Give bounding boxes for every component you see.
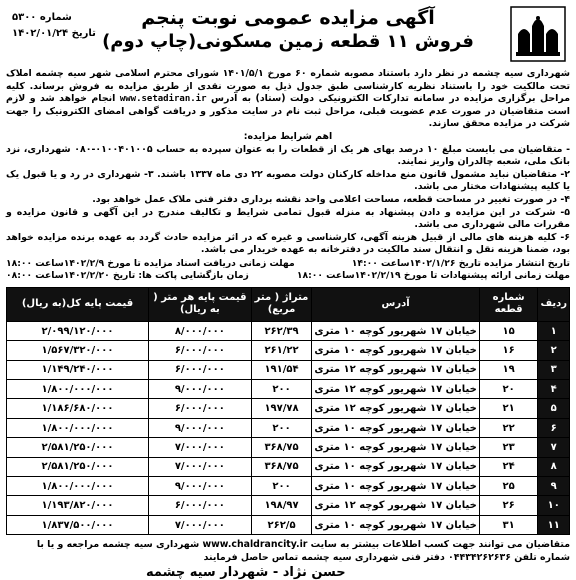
lot-area: ۱۹۸/۹۷ bbox=[251, 496, 312, 515]
row-number: ۷ bbox=[538, 438, 570, 457]
notice-title: آگهی مزایده عمومی نوبت پنجم bbox=[141, 7, 435, 29]
table-row bbox=[7, 457, 570, 476]
offer-deadline: مهلت زمانی ارائه پیشنهادات تا مورخ ۱۴۰۲/۲/۱۹ساعت ۱۸:۰۰ bbox=[296, 270, 570, 282]
table-row bbox=[7, 477, 570, 496]
table-row bbox=[7, 360, 570, 379]
base-price: ۷/۰۰۰/۰۰۰ bbox=[149, 457, 252, 476]
lot-address: خیابان ۱۷ شهریور کوچه ۱۰ متری bbox=[312, 477, 479, 496]
base-price: ۶/۰۰۰/۰۰۰ bbox=[149, 341, 252, 360]
total-price: ۱/۱۸۶/۶۸۰/۰۰۰ bbox=[7, 399, 149, 418]
base-price: ۹/۰۰۰/۰۰۰ bbox=[149, 477, 252, 496]
total-price: ۲/۰۹۹/۱۲۰/۰۰۰ bbox=[7, 321, 149, 340]
lot-area: ۱۹۱/۵۴ bbox=[251, 360, 312, 379]
base-price: ۹/۰۰۰/۰۰۰ bbox=[149, 380, 252, 399]
intro-text-2: انجام خواهد شد و لازم است متقاضیان در صورت عدم عضویت قبلی، مراحل ثبت نام در سایت مذکور و دریافت گواهی امضای الکترونیک را جهت شرکت در مزایده محقق سازند. bbox=[6, 93, 570, 130]
base-price: ۶/۰۰۰/۰۰۰ bbox=[149, 399, 252, 418]
header-lot-number: شماره قطعه bbox=[479, 287, 538, 321]
lot-area: ۳۶۸/۷۵ bbox=[251, 438, 312, 457]
lot-area: ۲۰۰ bbox=[251, 477, 312, 496]
lot-area: ۲۶۲/۳۹ bbox=[251, 321, 312, 340]
table-header-row bbox=[7, 287, 570, 321]
table-row bbox=[7, 438, 570, 457]
lot-number: ۲۲ bbox=[479, 418, 538, 437]
total-price: ۲/۵۸۱/۲۵۰/۰۰۰ bbox=[7, 438, 149, 457]
condition-item: ۴- در صورت تغییر در مساحت قطعه، مساحت اعلامی واحد نقشه برداری دفتر فنی ملاک عمل خواهد بود. bbox=[92, 193, 570, 205]
lot-address: خیابان ۱۷ شهریور کوچه ۱۰ متری bbox=[312, 341, 479, 360]
lot-address: خیابان ۱۷ شهریور کوچه ۱۲ متری bbox=[312, 360, 479, 379]
total-price: ۲/۵۸۱/۲۵۰/۰۰۰ bbox=[7, 457, 149, 476]
total-price: ۱/۱۹۳/۸۲۰/۰۰۰ bbox=[7, 496, 149, 515]
lot-area: ۲۰۰ bbox=[251, 380, 312, 399]
table-row bbox=[7, 418, 570, 437]
lot-number: ۲۵ bbox=[479, 477, 538, 496]
lot-address: خیابان ۱۷ شهریور کوچه ۱۰ متری bbox=[312, 515, 479, 534]
header-address: آدرس bbox=[312, 287, 479, 321]
publish-date: تاریخ انتشار مزایده تاریخ ۱۴۰۲/۱/۲۶ساعت ۱۴:۰۰ bbox=[351, 257, 570, 269]
base-price: ۶/۰۰۰/۰۰۰ bbox=[149, 496, 252, 515]
row-number: ۱۱ bbox=[538, 515, 570, 534]
row-number: ۶ bbox=[538, 418, 570, 437]
header-base-price: قیمت پایه هر متر ( به ریال) bbox=[149, 287, 252, 321]
lot-address: خیابان ۱۷ شهریور کوچه ۱۰ متری bbox=[312, 457, 479, 476]
total-price: ۱/۸۰۰/۰۰۰/۰۰۰ bbox=[7, 418, 149, 437]
row-number: ۳ bbox=[538, 360, 570, 379]
doc-deadline: مهلت زمانی دریافت اسناد مزایده تا مورخ ۱۴۰۲/۲/۹ساعت ۱۸:۰۰ bbox=[6, 257, 295, 269]
row-number: ۱۰ bbox=[538, 496, 570, 515]
schedule bbox=[6, 258, 570, 283]
notice-body bbox=[6, 68, 570, 257]
base-price: ۸/۰۰۰/۰۰۰ bbox=[149, 321, 252, 340]
lot-number: ۳۱ bbox=[479, 515, 538, 534]
lot-address: خیابان ۱۷ شهریور کوچه ۱۰ متری bbox=[312, 418, 479, 437]
notice-date: تاریخ ۱۴۰۲/۰۱/۲۴ bbox=[12, 28, 96, 39]
lot-area: ۲۶۲/۵ bbox=[251, 515, 312, 534]
notice-header bbox=[6, 4, 570, 66]
table-row bbox=[7, 496, 570, 515]
table-row bbox=[7, 341, 570, 360]
row-number: ۹ bbox=[538, 477, 570, 496]
lot-number: ۱۶ bbox=[479, 341, 538, 360]
header-area: متراژ ( متر مربع) bbox=[251, 287, 312, 321]
notice-number: شماره ۵۳۰۰ bbox=[12, 12, 72, 23]
condition-item: - متقاضیان می بایست مبلغ ۱۰ درصد بهای هر یک از قطعات را به عنوان سپرده به حساب ۰۱۰۰۴۰۱۰۰۵-۰۸۰ شهرداری، نزد بانک ملی، شعبه چالدران واریز نمایند. bbox=[6, 143, 570, 168]
signature: حسن نژاد - شهردار سیه چشمه bbox=[146, 565, 346, 580]
opening-date: زمان بازگشایی پاکت ها: تاریخ ۱۴۰۲/۲/۲۰ساعت ۰۸:۰۰ bbox=[6, 270, 249, 282]
lot-area: ۳۶۸/۷۵ bbox=[251, 457, 312, 476]
lot-number: ۲۶ bbox=[479, 496, 538, 515]
notice-subtitle: فروش ۱۱ قطعه زمین مسکونی(چاپ دوم) bbox=[102, 31, 474, 52]
row-number: ۲ bbox=[538, 341, 570, 360]
lot-area: ۲۰۰ bbox=[251, 418, 312, 437]
intro-text: شهرداری سیه چشمه در نظر دارد باستناد مصوبه شماره ۶۰ مورخ ۱۴۰۱/۵/۱ شورای محترم اسلامی شهر سیه چشمه املاک تحت مالکیت خود را باستناد نظریه کارشناسی طبق جدول ذیل به صورت نقدی از طریق مزایده به فروش برساند. کلیه مراحل برگزاری مزایده در سامانه تدارکات الکترونیکی دولت (ستاد) به آدرس bbox=[6, 68, 570, 105]
lots-table bbox=[6, 287, 570, 535]
lot-address: خیابان ۱۷ شهریور کوچه ۱۰ متری bbox=[312, 438, 479, 457]
total-price: ۱/۱۴۹/۲۴۰/۰۰۰ bbox=[7, 360, 149, 379]
condition-item: ۲- متقاضیان نباید مشمول قانون منع مداخله کارکنان دولت مصوبه ۲۲ دی ماه ۱۳۳۷ باشند. ۳- شهرداری در رد و یا قبول یک یا کلیه پیشنهادات مختار می باشد. bbox=[6, 168, 571, 193]
total-price: ۱/۸۰۰/۰۰۰/۰۰۰ bbox=[7, 380, 149, 399]
header-row-number: ردیف bbox=[538, 287, 570, 321]
row-number: ۸ bbox=[538, 457, 570, 476]
lot-address: خیابان ۱۷ شهریور کوچه ۱۲ متری bbox=[312, 399, 479, 418]
table-row bbox=[7, 515, 570, 534]
notice-footer bbox=[6, 538, 570, 579]
row-number: ۴ bbox=[538, 380, 570, 399]
conditions-title: اهم شرایط مزایده: bbox=[243, 130, 333, 142]
lot-number: ۲۳ bbox=[479, 438, 538, 457]
lot-area: ۲۶۱/۲۲ bbox=[251, 341, 312, 360]
lot-address: خیابان ۱۷ شهریور کوچه ۱۲ متری bbox=[312, 496, 479, 515]
base-price: ۶/۰۰۰/۰۰۰ bbox=[149, 360, 252, 379]
row-number: ۵ bbox=[538, 399, 570, 418]
lot-number: ۲۱ bbox=[479, 399, 538, 418]
lot-address: خیابان ۱۷ شهریور کوچه ۱۰ متری bbox=[312, 321, 479, 340]
condition-item: ۶- کلیه هزینه های مالی از قبیل هزینه آگهی، کارشناسی و غیره که در اثر مزایده حادث گردد به عهده برنده مزایده خواهد بود، ضمنا هزینه نقل و انتقال سند مالکیت در دفترخانه به عهده خریدار می باشد. bbox=[6, 231, 570, 256]
base-price: ۷/۰۰۰/۰۰۰ bbox=[149, 438, 252, 457]
base-price: ۷/۰۰۰/۰۰۰ bbox=[149, 515, 252, 534]
lot-number: ۱۵ bbox=[479, 321, 538, 340]
row-number: ۱ bbox=[538, 321, 570, 340]
table-row bbox=[7, 380, 570, 399]
contact-text: متقاضیان می توانند جهت کسب اطلاعات بیشتر به سایت www.chaldrancity.ir شهرداری سیه چشمه مراجعه و یا با شماره تلفن ۰۴۴۳۴۲۶۲۶۳۶ دفتر فنی شهرداری سیه چشمه تماس حاصل فرمایند bbox=[36, 539, 570, 564]
lot-number: ۱۹ bbox=[479, 360, 538, 379]
setad-url-link[interactable]: www.setadiran.ir bbox=[119, 94, 207, 105]
lot-number: ۲۰ bbox=[479, 380, 538, 399]
table-row bbox=[7, 399, 570, 418]
base-price: ۹/۰۰۰/۰۰۰ bbox=[149, 418, 252, 437]
condition-item: ۵- شرکت در این مزایده و دادن پیشنهاد به منزله قبول تمامی شرایط و تکالیف مندرج در این آگهی و قانون مزایده و مقررات مالی شهرداری می باشد. bbox=[6, 206, 570, 231]
notice-meta bbox=[12, 10, 96, 42]
total-price: ۱/۸۳۷/۵۰۰/۰۰۰ bbox=[7, 515, 149, 534]
lot-address: خیابان ۱۷ شهریور کوچه ۱۲ متری bbox=[312, 380, 479, 399]
header-total-price: قیمت پایه کل(به ریال) bbox=[7, 287, 149, 321]
table-row bbox=[7, 321, 570, 340]
municipality-logo-icon bbox=[510, 6, 566, 62]
total-price: ۱/۵۶۷/۳۲۰/۰۰۰ bbox=[7, 341, 149, 360]
total-price: ۱/۸۰۰/۰۰۰/۰۰۰ bbox=[7, 477, 149, 496]
lot-area: ۱۹۷/۷۸ bbox=[251, 399, 312, 418]
lot-number: ۲۴ bbox=[479, 457, 538, 476]
